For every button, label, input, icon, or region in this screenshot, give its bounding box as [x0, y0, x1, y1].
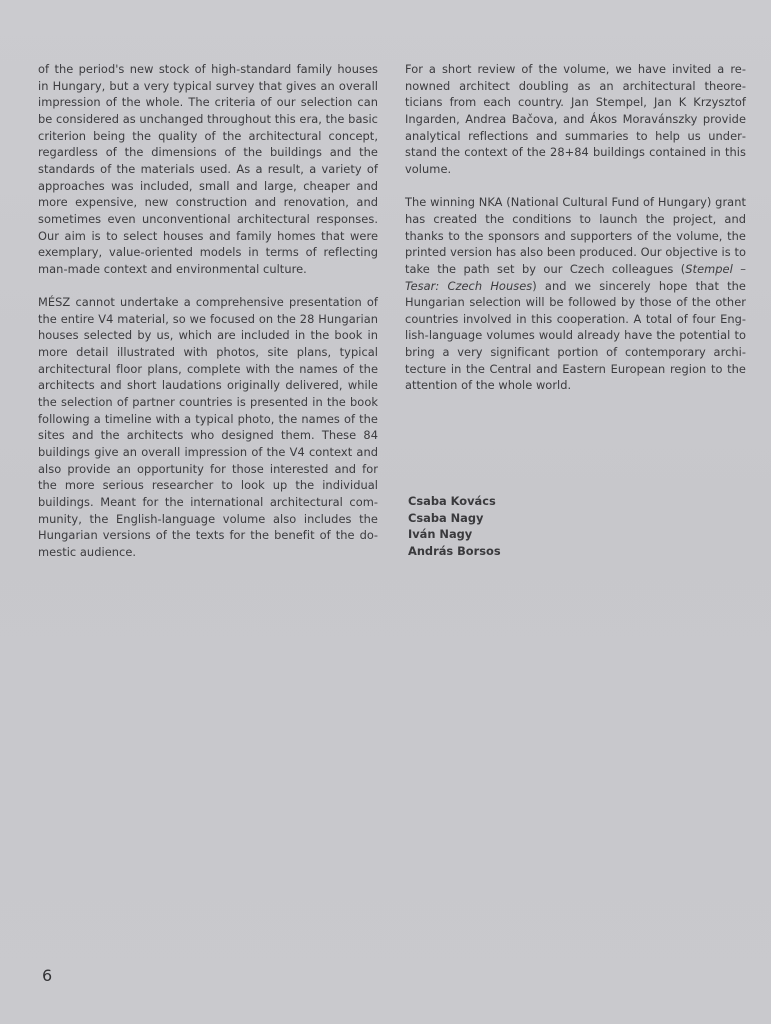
page-number: 6	[42, 966, 53, 985]
paragraph-review: For a short review of the volume, we have invited a renowned architect doubling as an architectural theoreticians from each country. Jan Stempel, Jan K Krzysztof Ingarden, Andrea Bačova, and Ákos Moravánszky provide analytical reflections and summaries to help us understand the context of the 28+84 buildings contained in this volume.	[405, 62, 746, 176]
author-name: Csaba Kovács	[408, 494, 496, 508]
paragraph-selection-criteria: of the period's new stock of high-standard family houses in Hungary, but a very typical survey that gives an overall impression of the whole. The criteria of our selection can be considered as unchanged throughout this era, the basic criterion being the quality of the architectural concept, regardless of the dimensions of the buildings and the standards of the materials used. As a result, a variety of approaches was included, small and large, cheaper and more expensive, new construction and renovation, and sometimes even unconventional architectural responses. Our aim is to select houses and family homes that were exemplary, value-oriented models in terms of reflecting man-made context and environmental culture.	[38, 62, 378, 276]
author-name: András Borsos	[408, 543, 501, 558]
right-text-column	[405, 61, 746, 411]
nka-text-end: ) and we sincerely hope that the Hungarian selection will be followed by those of the other countries involved in this cooperation. A total of four English-language volumes would already have the potential to bring a very significant portion of contemporary architecture in the Central and Eastern European region to the attention of the whole world.	[405, 278, 746, 393]
author-name: Iván Nagy	[408, 527, 473, 542]
nka-text-start: The winning NKA (National Cultural Fund of Hungary) grant has created the conditions to launch the project, and thanks to the sponsors and supporters of the volume, the printed version has also been produced. Our objective is to take the path set by our Czech colleagues (	[405, 195, 746, 276]
left-text-column	[38, 61, 378, 577]
author-signatures	[408, 493, 501, 559]
paragraph-nka-grant	[405, 194, 746, 394]
paragraph-mesz-presentation: MÉSZ cannot undertake a comprehensive presentation of the entire V4 material, so we focused on the 28 Hungarian houses selected by us, which are included in the book in more detail illustrated with photos, site plans, typical architectural floor plans, complete with the names of the architects and short laudations originally delivered, while the selection of partner countries is presented in the book following a timeline with a typical photo, the names of the sites and the architects who designed them. These 84 buildings give an overall impression of the V4 context and also provide an opportunity for those interested and for the more serious researcher to look up the individual buildings. Meant for the international architectural community, the English-language volume also includes the Hungarian versions of the texts for the benefit of the domestic audience.	[38, 295, 378, 560]
author-name: Csaba Nagy	[408, 510, 484, 525]
czech-houses-title: Stempel – Tesar: Czech Houses	[405, 261, 746, 293]
